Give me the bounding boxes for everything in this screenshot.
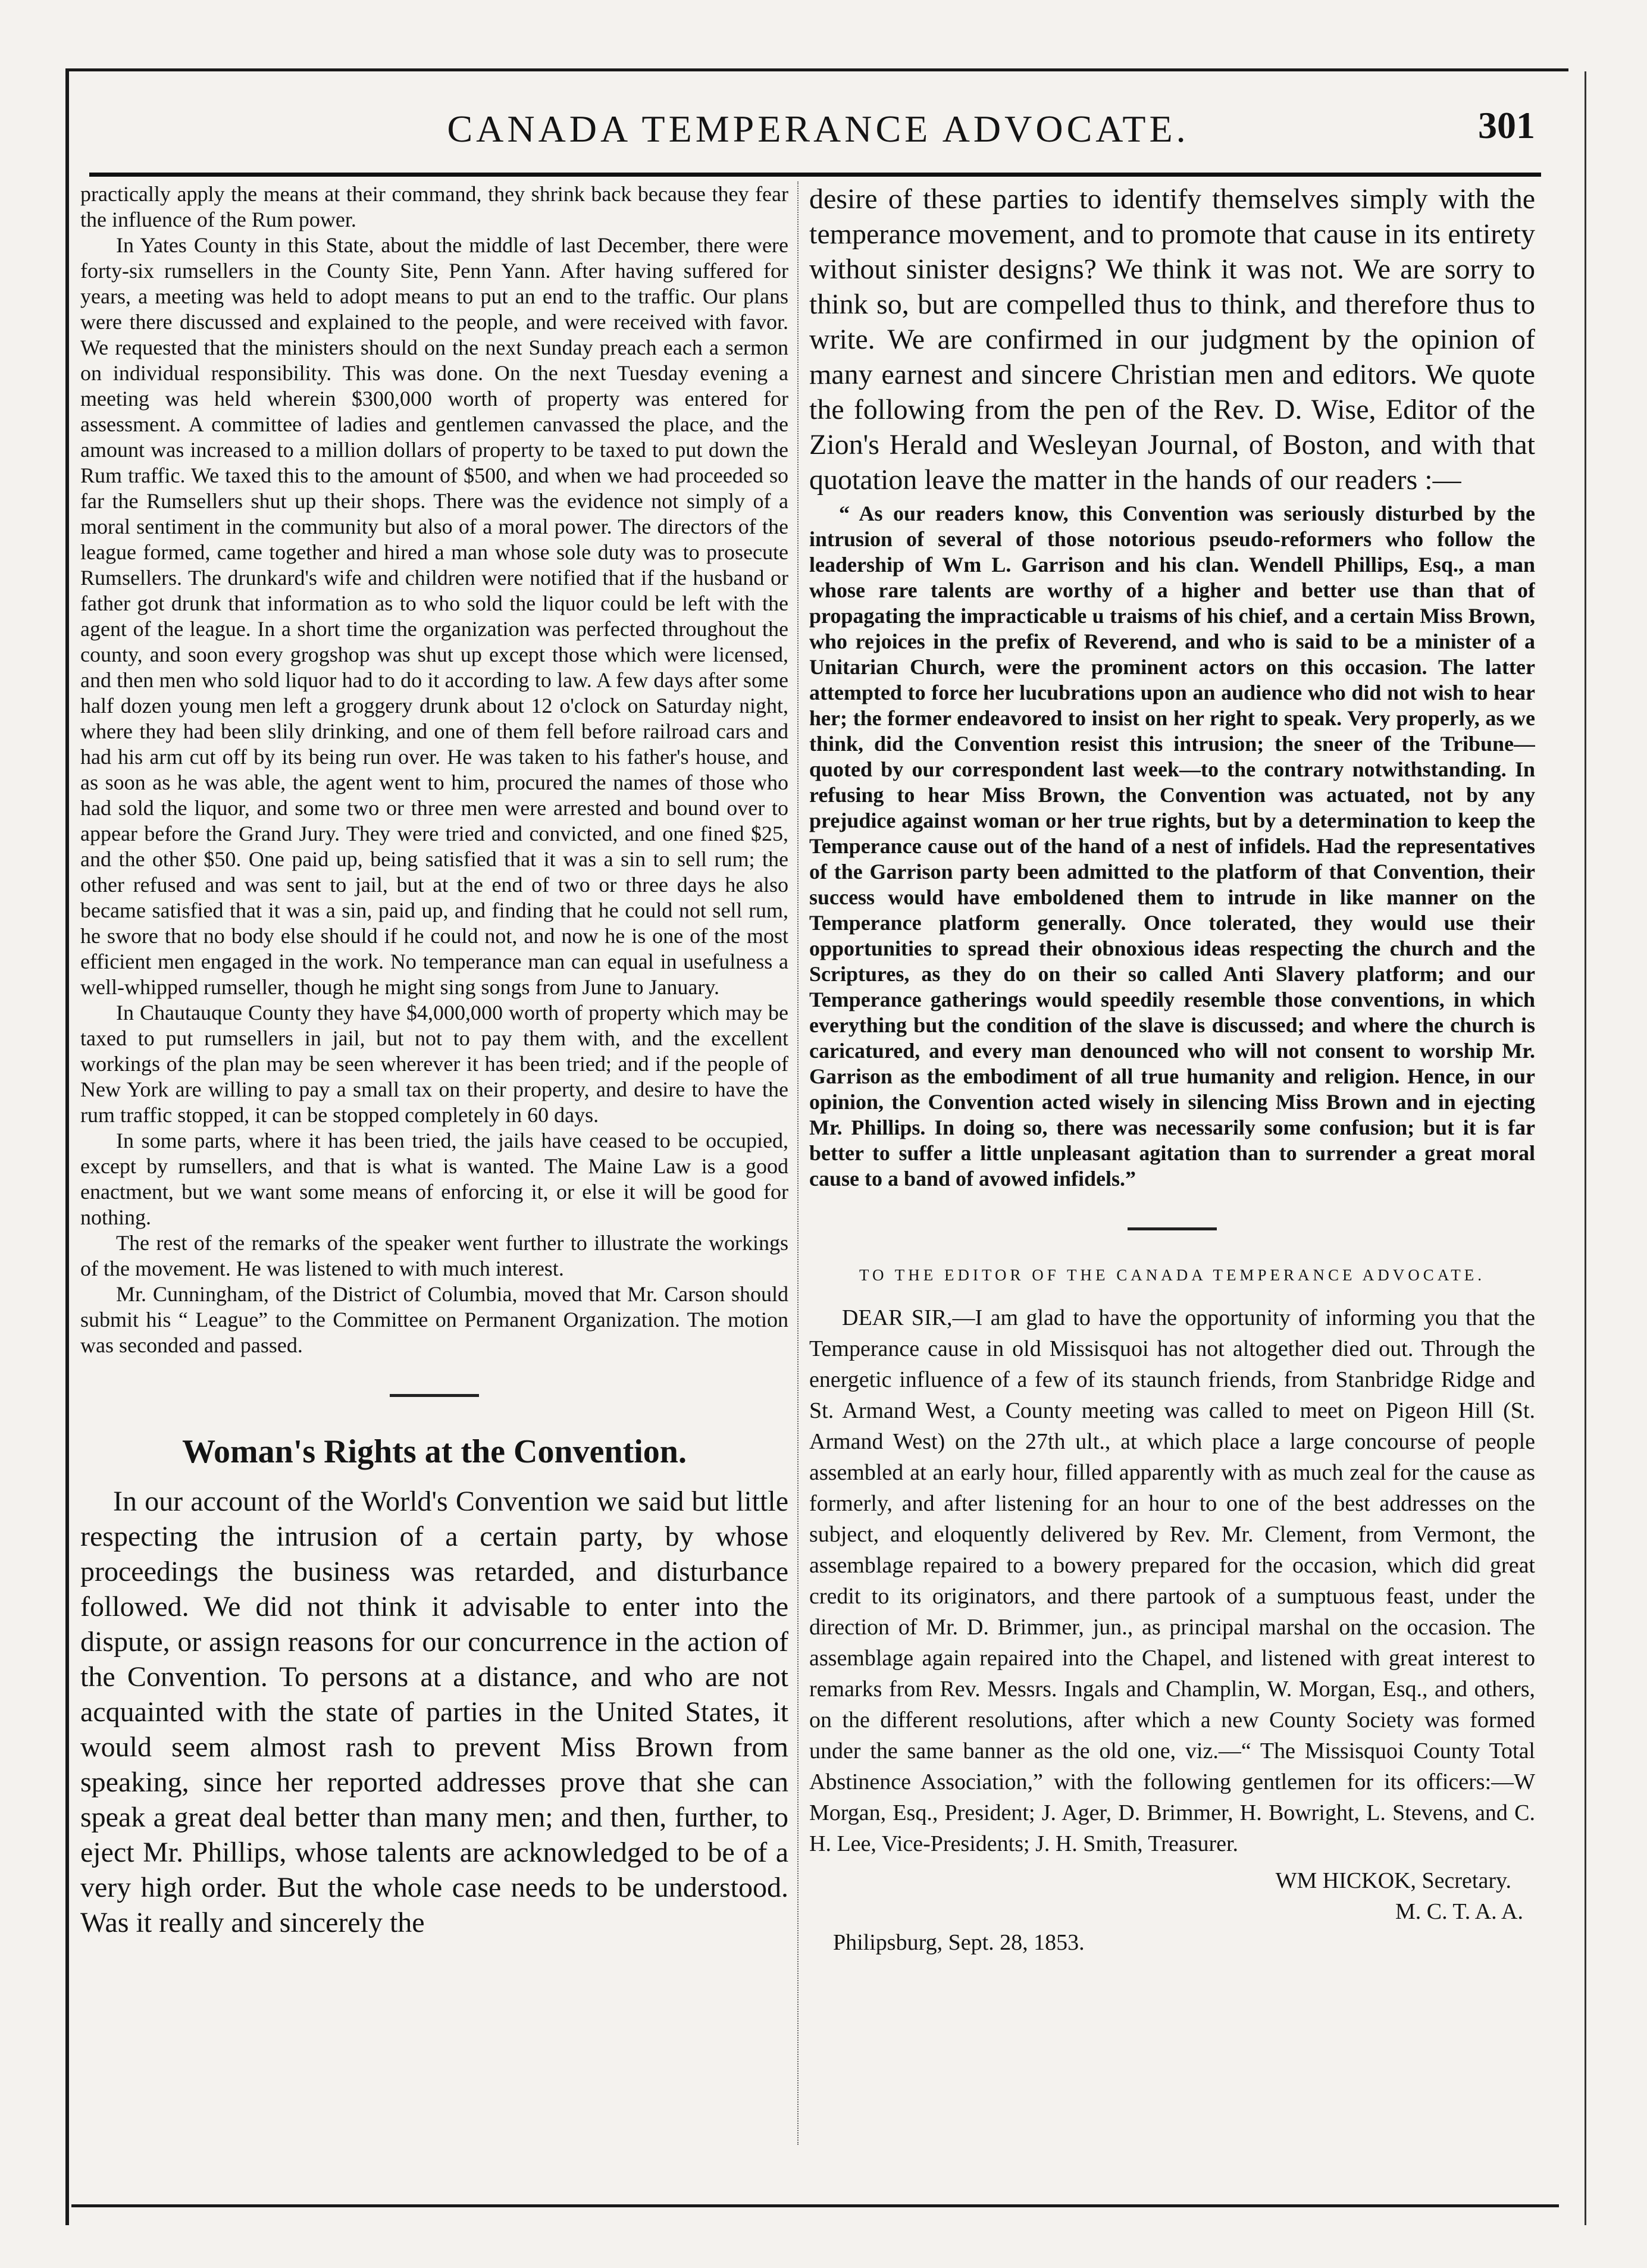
article-paragraph: In Yates County in this State, about the middle of last December, there were forty-six rumsellers in the County Site, Penn Yann. After having suffered for years, a meeting was held to adopt means to put an end to the traffic. Our plans were there discussed and explained to the people, and were received with favor. We requested that the ministers should on the next Sunday preach each a sermon on individual responsibility. This was done. On the next Tuesday evening a meeting was held wherein $300,000 worth of property was entered for assessment. A committee of ladies and gentlemen canvassed the place, and the amount was increased to a million dollars of property to be taxed to put down the Rum traffic. We taxed this to the amount of $500, and when we had proceeded so far the Rumsellers shut up their shops. There was the evidence not simply of a moral sentiment in the community but also of a moral power. The directors of the league formed, came together and hired a man whose sole duty was to prosecute Rumsellers. The drunkard's wife and children were notified that if the husband or father got drunk that information as to who sold the liquor could be left with the agent of the league. In a short time the organization was perfected throughout the county, and soon every grogshop was shut up except those which were licensed, and then men who sold liquor had to do it according to law. A few days after some half dozen young men left a groggery drunk about 12 o'clock on Saturday night, where they had been slily drinking, and one of them fell before railroad cars and had his arm cut off by its being run over. He was taken to his father's house, and as soon as he was able, the agent went to him, procured the names of those who had sold the liquor, and some two or three men were arrested and bound over to appear before the Grand Jury. They were tried and convicted, and one fined $25, and the other $50. One paid up, being satisfied that it was a sin to sell rum; the other refused and was sent to jail, but at the end of two or three days he also became satisfied that it was a sin, paid up, and finding that he could not sell rum, he swore that no body else should if he could not, and now he is one of the most efficient men engaged in the work. No temperance man can equal in usefulness a well-whipped rumseller, though he might sing songs from June to January. [80, 233, 788, 999]
letter-heading: TO THE EDITOR OF THE CANADA TEMPERANCE ADVOCATE. [859, 1266, 1486, 1284]
article-paragraph: Mr. Cunningham, of the District of Columbia, moved that Mr. Carson should submit his “ League” to the Committee on Permanent Organization. The motion was seconded and passed. [80, 1282, 788, 1357]
letter-signature: WM HICKOK, Secretary. [1275, 1868, 1511, 1893]
quoted-passage: “ As our readers know, this Convention was seriously disturbed by the intrusion of several of those notorious pseudo-reformers who follow the leadership of Wm L. Garrison and his clan. Wendell Phillips, Esq., a man whose rare talents are worthy of a higher and better use than that of propagating the impracticable u traisms of his chief, and a certain Miss Brown, who rejoices in the prefix of Reverend, and who is said to be a minister of a Unitarian Church, were the prominent actors on this occasion. The latter attempted to force her lucubrations upon an audience who did not wish to hear her; the former endeavored to insist on her right to speak. Very properly, as we think, did the Convention resist this intrusion; the sneer of the Tribune—quoted by our correspondent last week—to the contrary notwithstanding. In refusing to hear Miss Brown, the Convention was actuated, not by any prejudice against woman or her true rights, but by a determination to keep the Temperance cause out of the hand of a nest of infidels. Had the representatives of the Garrison party been admitted to the platform of that Convention, their success would have emboldened them to intrude in like manner on the Temperance platform generally. Once tolerated, they would use their opportunities to spread their obnoxious ideas respecting the church and the Scriptures, as they do on their so called Anti Slavery platform; and our Temperance gatherings would speedily resemble those conventions, in which everything but the condition of the slave is discussed; and where the church is caricatured, and every man denounced who will not consent to worship Mr. Garrison as the embodiment of all true humanity and religion. Hence, in our opinion, the Convention acted wisely in silencing Miss Brown and in ejecting Mr. Phillips. In doing so, there was necessarily some confusion; but it is far better to suffer a little unpleasant agitation than to surrender a great moral cause to a band of avowed infidels.” [809, 502, 1535, 1191]
article-paragraph: The rest of the remarks of the speaker went further to illustrate the workings of the movement. He was listened to with much interest. [80, 1231, 788, 1280]
page-header [83, 95, 1553, 167]
running-title: CANADA TEMPERANCE ADVOCATE. [447, 108, 1189, 150]
section-divider [390, 1394, 479, 1397]
bottom-rule [71, 2204, 1559, 2207]
section-heading: Woman's Rights at the Convention. [182, 1433, 687, 1470]
column-divider [797, 181, 799, 2145]
article-paragraph: In Chautauque County they have $4,000,000 worth of property which may be taxed to put rumsellers in jail, but not to pay them with, and the excellent workings of the plan may be seen wherever it has been tried; and if the people of New York are willing to pay a small tax on their property, and desire to have the rum traffic stopped, it can be stopped completely in 60 days. [80, 1001, 788, 1127]
page-number: 301 [1478, 104, 1535, 146]
letter-body: DEAR SIR,—I am glad to have the opportunity of informing you that the Temperance cause in old Missisquoi has not altogether died out. Through the energetic influence of a few of its staunch friends, from Stanbridge Ridge and St. Armand West, a County meeting was called to meet on Pigeon Hill (St. Armand West) on the 27th ult., at which place a large concourse of people assembled at an early hour, filled apparently with as much zeal for the cause as formerly, and after listening for an hour to one of the best addresses on the subject, and eloquently delivered by Rev. Mr. Clement, from Vermont, the assemblage repaired to a bowery prepared for the occasion, which did great credit to its originators, and there partook of a sumptuous feast, under the direction of Mr. D. Brimmer, jun., as principal marshal on the occasion. The assemblage again repaired into the Chapel, and listened with great interest to remarks from Rev. Messrs. Ingals and Champlin, W. Morgan, Esq., and others, on the different resolutions, after which a new County Society was formed under the same banner as the old one, viz.—“ The Missisquoi County Total Abstinence Association,” with the following gentlemen for its officers:—W Morgan, Esq., President; J. Ager, D. Brimmer, H. Bowright, L. Stevens, and C. H. Lee, Vice-Presidents; J. H. Smith, Treasurer. [809, 1305, 1535, 1856]
right-column [809, 181, 1535, 2186]
header-rule [89, 173, 1541, 177]
section-divider [1128, 1227, 1217, 1230]
article-paragraph: practically apply the means at their command, they shrink back because they fear the influence of the Rum power. [80, 182, 788, 231]
left-column [80, 181, 788, 2186]
section-paragraph: In our account of the World's Convention we said but little respecting the intrusion of a certain party, by whose proceedings the business was retarded, and disturbance followed. We did not think it advisable to enter into the dispute, or assign reasons for our concurrence in the action of the Convention. To persons at a distance, and who are not acquainted with the state of parties in the United States, it would seem almost rash to prevent Miss Brown from speaking, since her reported addresses prove that she can speak a great deal better than many men; and then, further, to eject Mr. Phillips, whose talents are acknowledged to be of a very high order. But the whole case needs to be understood. Was it really and sincerely the [80, 1486, 788, 1938]
continuation-paragraph: desire of these parties to identify themselves simply with the temperance movement, and to promote that cause in its entirety without sinister designs? We think it was not. We are sorry to think so, but are compelled thus to think, and therefore thus to write. We are confirmed in our judgment by the opinion of many earnest and sincere Christian men and editors. We quote the following from the pen of the Rev. D. Wise, Editor of the Zion's Herald and Wesleyan Journal, of Boston, and with that quotation leave the matter in the hands of our readers :— [809, 183, 1535, 496]
signature-organization: M. C. T. A. A. [1395, 1899, 1523, 1924]
letter-dateline: Philipsburg, Sept. 28, 1853. [833, 1930, 1085, 1955]
article-paragraph: In some parts, where it has been tried, the jails have ceased to be occupied, except by rumsellers, and that is what is wanted. The Maine Law is a good enactment, but we want some means of enforcing it, or else it will be good for nothing. [80, 1129, 788, 1229]
